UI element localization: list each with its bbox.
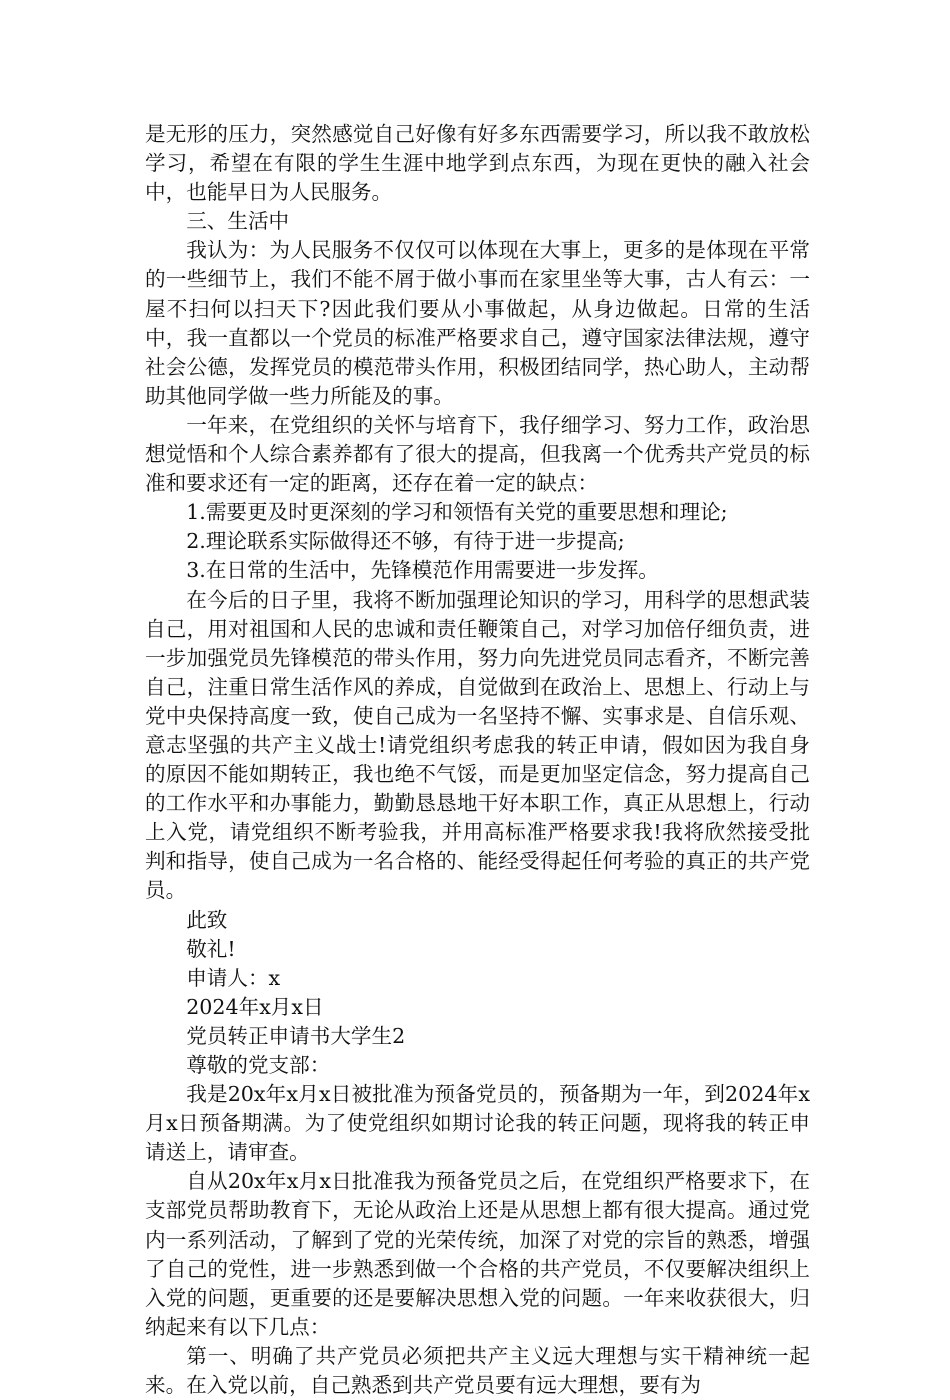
- closing-regards: 敬礼!: [186, 936, 236, 961]
- applicant-line: 申请人：x: [186, 965, 281, 990]
- date-line: 2024年x月x日: [186, 994, 324, 1019]
- section-title: 党员转正申请书大学生2: [186, 1023, 406, 1048]
- paragraph: 是无形的压力，突然感觉自己好像有好多东西需要学习，所以我不敢放松学习，希望在有限的学生生涯中地学到点东西，为现在更快的融入社会中，也能早日为人民服务。: [145, 122, 810, 205]
- paragraph: 自从20x年x月x日批准我为预备党员之后，在党组织严格要求下，在支部党员帮助教育下，无论从政治上还是从思想上都有很大提高。通过党内一系列活动，了解到了党的光荣传统，加深了对党的宗旨的熟悉，增强了自己的党性，进一步熟悉到做一个合格的共产党员，不仅要解决组织上入党的问题，更重要的还是要解决思想入党的问题。一年来收获很大，归纳起来有以下几点：: [145, 1169, 810, 1339]
- closing-salutation: 此致: [186, 907, 228, 932]
- paragraph: 在今后的日子里，我将不断加强理论知识的学习，用科学的思想武装自己，用对祖国和人民的忠诚和责任鞭策自己，对学习加倍仔细负责，进一步加强党员先锋模范的带头作用，努力向先进党员同志看齐，不断完善自己，注重日常生活作风的养成，自觉做到在政治上、思想上、行动上与党中央保持高度一致，使自己成为一名坚持不懈、实事求是、自信乐观、意志坚强的共产主义战士!请党组织考虑我的转正申请，假如因为我自身的原因不能如期转正，我也绝不气馁，而是更加坚定信念，努力提高自己的工作水平和办事能力，勤勤恳恳地干好本职工作，真正从思想上，行动上入党，请党组织不断考验我，并用高标准严格要求我!我将欣然接受批判和指导，使自己成为一名合格的、能经受得起任何考验的真正的共产党员。: [145, 587, 810, 903]
- paragraph: 我是20x年x月x日被批准为预备党员的，预备期为一年，到2024年x月x日预备期满。为了使党组织如期讨论我的转正问题，现将我的转正申请送上，请审查。: [145, 1082, 810, 1165]
- list-item: 3.在日常的生活中，先锋模范作用需要进一步发挥。: [186, 558, 659, 583]
- paragraph: 第一、明确了共产党员必须把共产主义远大理想与实干精神统一起来。在入党以前，自己熟悉到共产党员要有远大理想，要有为: [145, 1343, 810, 1398]
- section-heading: 三、生活中: [186, 209, 290, 234]
- list-item: 2.理论联系实际做得还不够，有待于进一步提高;: [186, 529, 625, 554]
- greeting: 尊敬的党支部：: [186, 1053, 331, 1077]
- paragraph: 一年来，在党组织的关怀与培育下，我仔细学习、努力工作，政治思想觉悟和个人综合素养都有了很大的提高，但我离一个优秀共产党员的标准和要求还有一定的距离，还存在着一定的缺点：: [145, 412, 810, 496]
- list-item: 1.需要更及时更深刻的学习和领悟有关党的重要思想和理论;: [186, 500, 728, 525]
- document-body: [145, 120, 810, 1400]
- paragraph: 我认为：为人民服务不仅仅可以体现在大事上，更多的是体现在平常的一些细节上，我们不能不屑于做小事而在家里坐等大事，古人有云：一屋不扫何以扫天下?因此我们要从小事做起，从身边做起。日常的生活中，我一直都以一个党员的标准严格要求自己，遵守国家法律法规，遵守社会公德，发挥党员的模范带头作用，积极团结同学，热心助人，主动帮助其他同学做一些力所能及的事。: [145, 238, 810, 408]
